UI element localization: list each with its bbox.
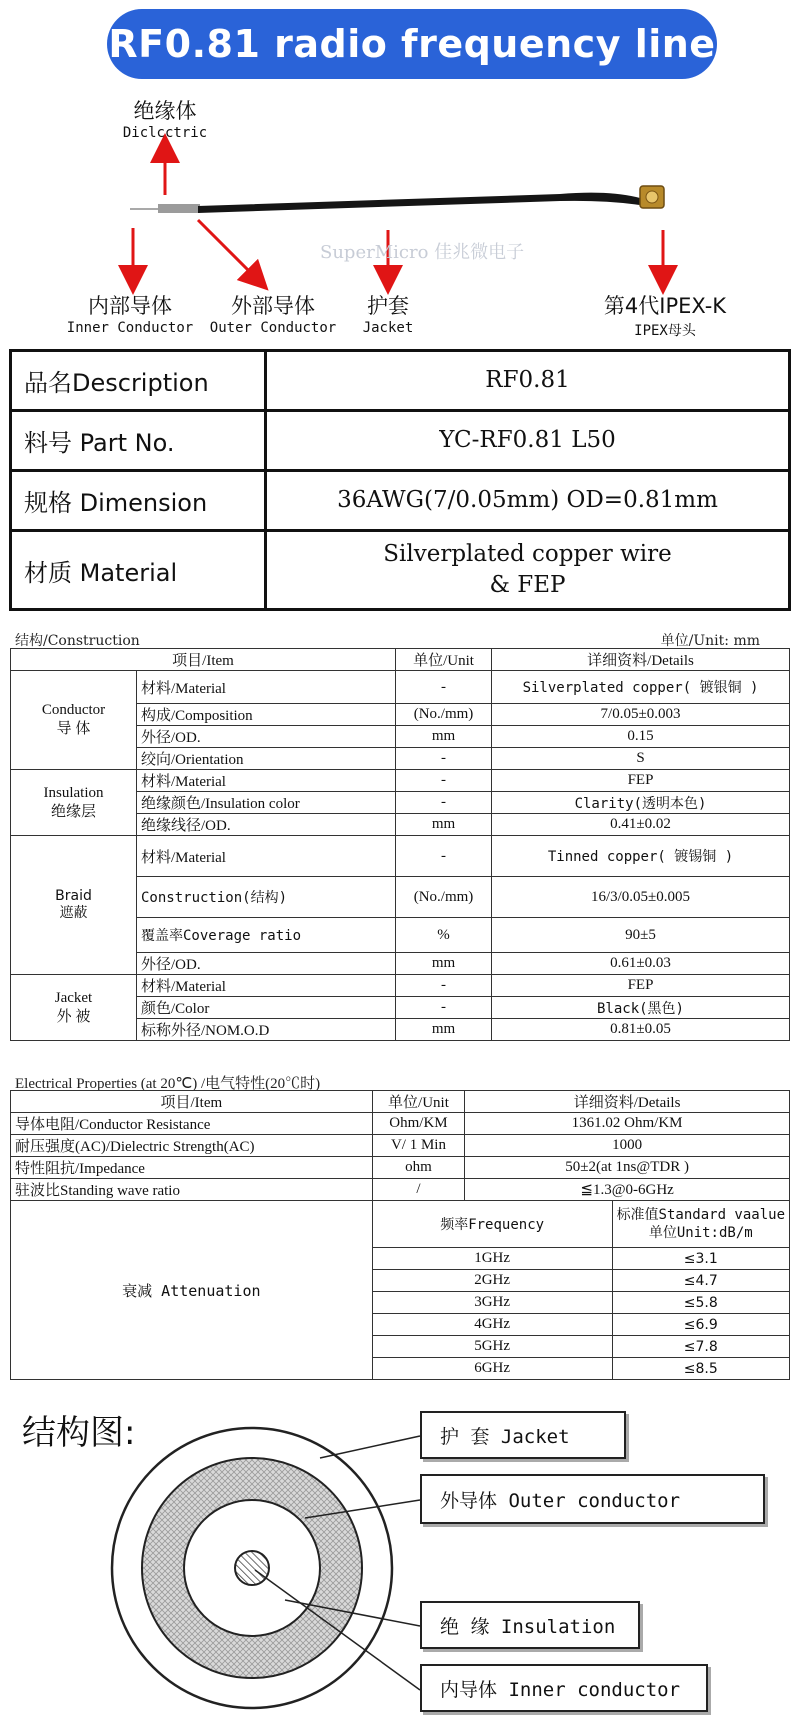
jacket-callout: 护 套 Jacket: [420, 1411, 626, 1459]
summary-value: RF0.81: [266, 351, 790, 411]
structure-title: 结构图:: [22, 1413, 136, 1453]
summary-key: 料号 Part No.: [11, 411, 266, 471]
watermark-text: SuperMicro 佳兆微电子: [320, 242, 525, 263]
summary-key: 材质 Material: [11, 531, 266, 610]
group-braid: Braid 遮蔽: [11, 836, 137, 975]
header-unit: 单位/Unit: [396, 649, 492, 671]
table-row: Braid 遮蔽 材料/Material - Tinned copper( 镀锡铜 ): [11, 836, 790, 877]
header-details: 详细资料/Details: [492, 649, 790, 671]
table-row: 覆盖率Coverage ratio % 90±5: [11, 918, 790, 953]
jacket-label: 护套 Jacket: [362, 294, 414, 336]
header-item: 项目/Item: [11, 649, 396, 671]
table-row: 构成/Composition (No./mm) 7/0.05±0.003: [11, 704, 790, 726]
table-row: 2GHz ≤4.7: [11, 1270, 790, 1292]
attenuation-header-row: 衰减 Attenuation 频率Frequency 标准值Standard vaalue 单位Unit:dB/m: [11, 1201, 790, 1248]
group-jacket: Jacket 外 被: [11, 975, 137, 1041]
table-header-row: [11, 649, 790, 671]
cable-braid: [158, 204, 200, 213]
table-row: 3GHz ≤5.8: [11, 1292, 790, 1314]
summary-row: [11, 531, 790, 610]
group-insulation: Insulation 绝缘层: [11, 770, 137, 836]
table-row: 绝缘颜色/Insulation color - Clarity(透明本色): [11, 792, 790, 814]
table-row: 5GHz ≤7.8: [11, 1336, 790, 1358]
outer-arrow: [198, 220, 258, 280]
summary-value: YC-RF0.81 L50: [266, 411, 790, 471]
insulation-callout: 绝 缘 Insulation: [420, 1601, 640, 1649]
table-row: 耐压强度(AC)/Dielectric Strength(AC) V/ 1 Min 1000: [11, 1135, 790, 1157]
ipex-label: 第4代IPEX-K IPEX母头: [603, 294, 727, 339]
table-row: Conductor 导 体 材料/Material - Silverplated copper( 镀银铜 ): [11, 671, 790, 704]
table-row: 绝缘线径/OD. mm 0.41±0.02: [11, 814, 790, 836]
summary-table: [9, 349, 791, 611]
table-row: 外径/OD. mm 0.61±0.03: [11, 953, 790, 975]
table-row: 颜色/Color - Black(黑色): [11, 997, 790, 1019]
inner-conductor-callout: 内导体 Inner conductor: [420, 1664, 708, 1712]
inner-conductor-core: [235, 1551, 269, 1585]
table-row: 外径/OD. mm 0.15: [11, 726, 790, 748]
page-title: RF0.81 radio frequency line: [108, 22, 716, 66]
construction-caption: 结构/Construction: [15, 633, 140, 649]
construction-table: [10, 648, 790, 1041]
summary-key: 规格 Dimension: [11, 471, 266, 531]
table-row: 导体电阻/Conductor Resistance Ohm/KM 1361.02 Ohm/KM: [11, 1113, 790, 1135]
table-row: Construction(结构) (No./mm) 16/3/0.05±0.005: [11, 877, 790, 918]
jacket-leader: [320, 1436, 420, 1458]
table-row: 6GHz ≤8.5: [11, 1358, 790, 1380]
group-conductor: Conductor 导 体: [11, 671, 137, 770]
outer-conductor-label: 外部导体 Outer Conductor: [209, 294, 337, 336]
table-row: 标称外径/NOM.O.D mm 0.81±0.05: [11, 1019, 790, 1041]
summary-value: Silverplated copper wire & FEP: [266, 531, 790, 610]
ipex-connector: [640, 186, 664, 208]
table-row: 驻波比Standing wave ratio / ≦1.3@0-6GHz: [11, 1179, 790, 1201]
inner-conductor-label: 内部导体 Inner Conductor: [66, 294, 194, 336]
table-header-row: 项目/Item 单位/Unit 详细资料/Details: [11, 1091, 790, 1113]
unit-caption: 单位/Unit: mm: [660, 633, 760, 649]
attenuation-label: 衰减 Attenuation: [11, 1201, 373, 1380]
summary-value: 36AWG(7/0.05mm) OD=0.81mm: [266, 471, 790, 531]
table-row: 1GHz ≤3.1: [11, 1248, 790, 1270]
table-row: 绞向/Orientation - S: [11, 748, 790, 770]
table-row: 特性阻抗/Impedance ohm 50±2(at 1ns@TDR ): [11, 1157, 790, 1179]
electrical-table: [10, 1090, 790, 1380]
dielectric-label: 绝缘体 Diclcctric: [122, 99, 208, 141]
title-banner: [107, 9, 717, 79]
cable-jacket: [198, 193, 640, 213]
electrical-caption: Electrical Properties (at 20℃) /电气特性(20℃时): [15, 1076, 321, 1092]
table-row: 4GHz ≤6.9: [11, 1314, 790, 1336]
summary-row: [11, 411, 790, 471]
outer-conductor-callout: 外导体 Outer conductor: [420, 1474, 765, 1524]
summary-row: [11, 471, 790, 531]
table-row: Insulation 绝缘层 材料/Material - FEP: [11, 770, 790, 792]
table-row: Jacket 外 被 材料/Material - FEP: [11, 975, 790, 997]
summary-row: [11, 351, 790, 411]
summary-key: 品名Description: [11, 351, 266, 411]
